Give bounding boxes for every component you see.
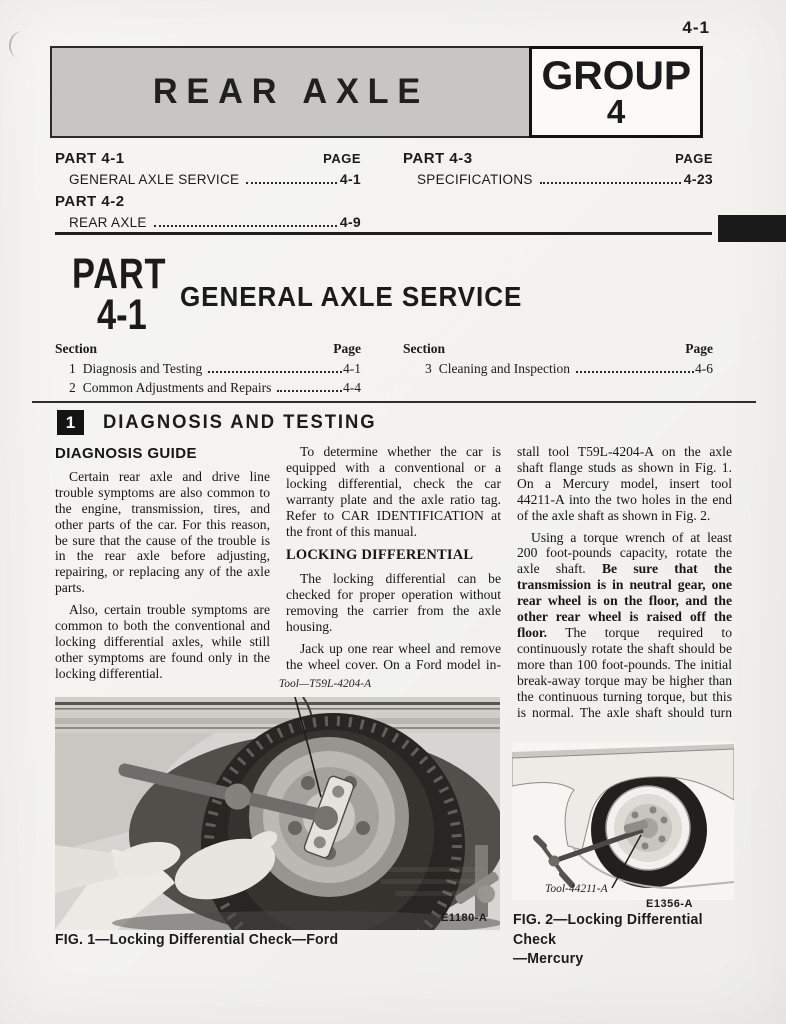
fig1-tool-label: Tool—T59L-4204-A: [278, 678, 372, 690]
part-label: PART 4-2: [55, 193, 125, 210]
toc-entry-title: GENERAL AXLE SERVICE: [69, 172, 240, 187]
paragraph-text: The torque required to continuously rotate the shaft should be more than 100 foot-pounds. The initial break-away torque may be higher than the continuous turning torque, but this is normal. The axle shaft should turn: [517, 624, 732, 720]
fig2-illustration: [512, 742, 734, 900]
toc-entry-page: 4-23: [683, 171, 713, 187]
fig2-caption-line1: FIG. 2—Locking Differential Check: [513, 912, 703, 948]
section-header: Section: [55, 341, 97, 356]
item-page: 4-6: [695, 360, 713, 376]
paragraph: The locking differential can be checked for proper operation without removing the carrier from the axle housing.: [286, 571, 501, 635]
page-title: REAR AXLE: [152, 72, 429, 111]
fig2-code: E1356-A: [646, 898, 693, 910]
dot-leader: [246, 182, 337, 184]
group-bleed-tab: [718, 215, 786, 242]
toc-entry: [69, 171, 361, 187]
section-number-box: 1: [57, 410, 84, 435]
column-heading: LOCKING DIFFERENTIAL: [286, 547, 474, 564]
dot-leader: [154, 225, 337, 227]
bleedthrough-artifact: [380, 867, 488, 896]
item-title: Common Adjustments and Repairs: [82, 380, 272, 395]
text-column-3: [517, 444, 732, 726]
section-header: Section: [403, 341, 445, 356]
section-toc-column-1: [55, 341, 361, 396]
item-number: 1: [69, 360, 76, 376]
wrench-socket: [314, 806, 338, 830]
paragraph-bold-text: Be sure that the transmission is in neutral gear, one rear wheel is on the floor, and the other rear wheel is raised off the floor.: [517, 561, 733, 640]
fig2-caption-line2: —Mercury: [513, 951, 584, 967]
paragraph: [517, 530, 732, 721]
item-title: Cleaning and Inspection: [438, 360, 570, 376]
section-toc-column-2: [403, 341, 713, 377]
dot-leader: [576, 371, 694, 373]
fig1-photo: [55, 697, 500, 930]
paragraph: Certain rear axle and drive line trouble symptoms are also common to the engine, transmission, tires, and other parts of the car. For this reason, be sure that the cause of the trouble is in the rear axle before adjusting, repairing, or replacing any of the axle parts.: [55, 468, 270, 596]
page-header: Page: [333, 341, 361, 356]
dot-leader: [540, 182, 681, 184]
part-label: PART 4-1: [55, 150, 125, 167]
paragraph: Also, certain trouble symptoms are common to both the conventional and locking differential axles, while still other symptoms are found only in the locking differential.: [55, 602, 270, 681]
page-header: PAGE: [675, 151, 713, 166]
paragraph: Jack up one rear wheel and remove the wheel cover. On a Ford model in-: [286, 640, 501, 672]
toc-entry-page: 4-1: [339, 171, 361, 187]
part-heading-title: GENERAL AXLE SERVICE: [180, 281, 523, 312]
section-toc-item: [403, 361, 713, 377]
item-number: 3: [425, 360, 432, 376]
group-number: 4: [606, 92, 626, 130]
text-column-1: [55, 444, 270, 726]
part-label: PART 4-3: [403, 150, 473, 167]
page-number: 4-1: [682, 18, 710, 37]
section-toc-item: [55, 361, 361, 377]
part-heading-word: PART: [72, 250, 167, 298]
toc-entry-title: SPECIFICATIONS: [417, 172, 533, 187]
fig2-caption: [513, 911, 731, 970]
scan-artifact: [7, 30, 37, 60]
parts-toc-column-2: [403, 148, 713, 193]
toc-entry: [69, 214, 361, 230]
fig1-illustration: [55, 697, 500, 930]
dot-leader: [208, 371, 342, 373]
page-header: Page: [685, 341, 713, 356]
item-page: 4-1: [343, 360, 361, 376]
fig1-caption: FIG. 1—Locking Differential Check—Ford: [55, 932, 339, 948]
section-1-header: [57, 410, 385, 435]
paragraph: stall tool T59L-4204-A on the axle shaft flange studs as shown in Fig. 1. On a Mercury model, insert tool 44211-A into the two holes in the end of the axle shaft as shown in Fig. 2.: [517, 444, 732, 523]
item-number: 2: [69, 380, 76, 395]
toc-entry-page: 4-9: [339, 214, 361, 230]
section-title: DIAGNOSIS AND TESTING: [103, 411, 377, 433]
column-heading: DIAGNOSIS GUIDE: [55, 445, 197, 462]
paragraph: To determine whether the car is equipped with a conventional or a locking differential, check the car warranty plate and the axle ratio tag. Refer to CAR IDENTIFICATION at the front of this manual.: [286, 444, 501, 539]
fig2-photo: [512, 742, 734, 900]
item-title: Diagnosis and Testing: [82, 360, 203, 376]
divider-rule-thin: [32, 401, 756, 403]
part-heading-number: 4-1: [97, 291, 147, 339]
title-box: [50, 46, 531, 138]
fig1-code: E1180-A: [441, 912, 488, 924]
page-header: PAGE: [323, 151, 361, 166]
item-page: 4-4: [343, 380, 361, 395]
fig2-tool-label: Tool-44211-A: [545, 883, 608, 895]
dot-leader: [277, 390, 342, 392]
group-box: [529, 46, 703, 138]
section-toc-item: [55, 380, 361, 396]
toc-entry-title: REAR AXLE: [69, 215, 147, 230]
divider-rule: [55, 232, 712, 235]
wheel: [606, 786, 690, 870]
toc-entry: [417, 171, 713, 187]
header-banner: [50, 46, 703, 138]
group-word: GROUP: [541, 53, 691, 98]
parts-toc-column-1: [55, 148, 361, 236]
paragraph-text: Using a torque wrench of at least 200 foot-pounds capacity, rotate the axle shaft.: [517, 529, 732, 577]
